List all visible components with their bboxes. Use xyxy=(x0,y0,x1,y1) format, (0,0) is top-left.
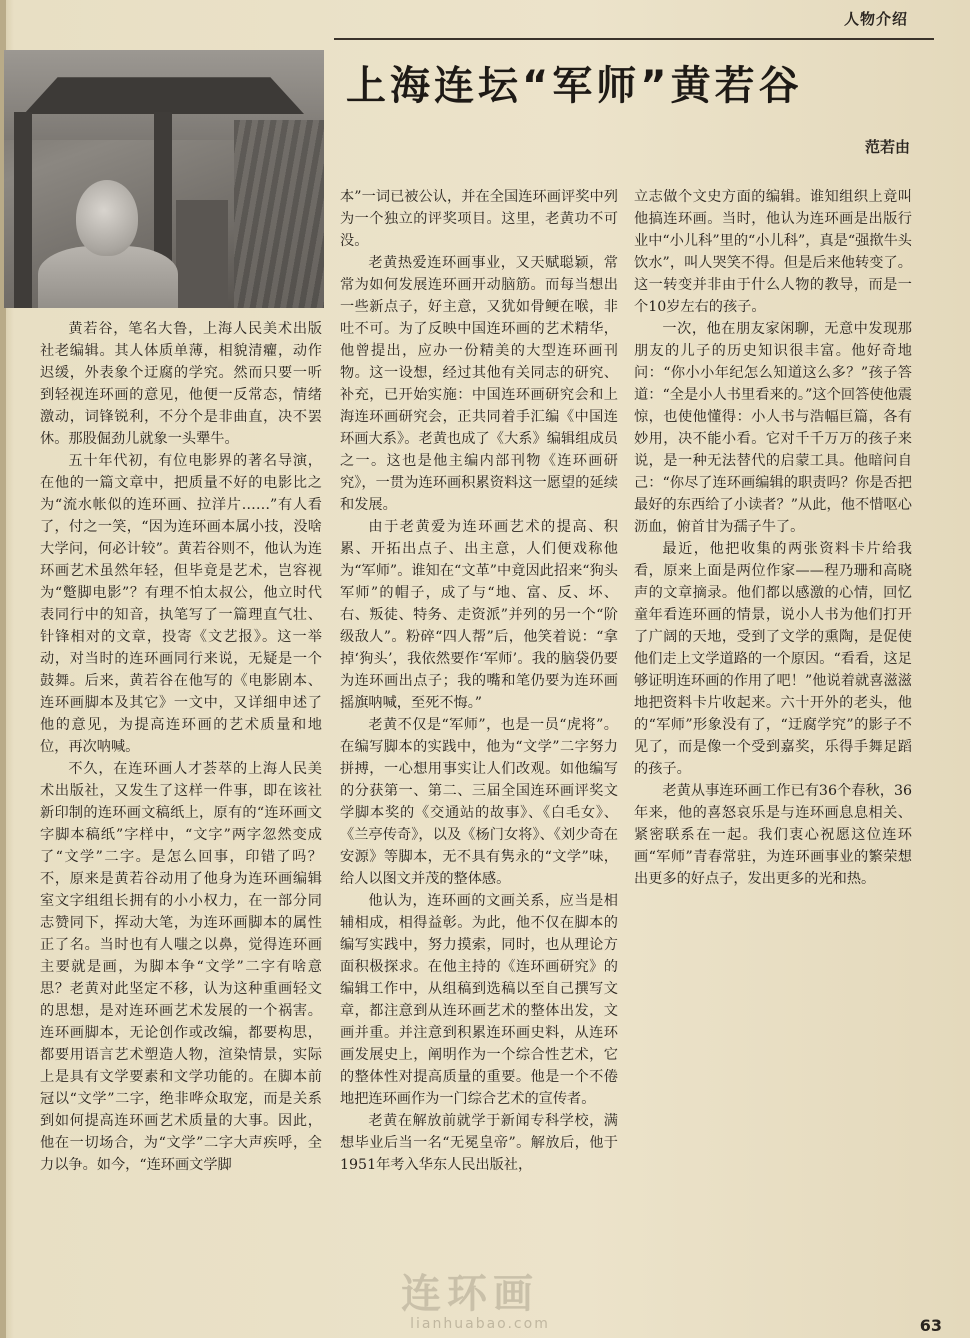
section-label: 人物介绍 xyxy=(843,10,908,28)
paragraph: 由于老黄爱为连环画艺术的提高、积累、开拓出点子、出主意，人们便戏称他为“军师”。谁知在“文革”中竟因此招来“狗头军师”的帽子，成了与“地、富、反、坏、右、叛徒、特务、走资派”并列的另一个“阶级敌人”。粉碎“四人帮”后，他笑着说：“拿掉‘狗头’，我依然要作‘军师’。我的脑袋仍要为连环画出点子；我的嘴和笔仍要为连环画摇旗呐喊，至死不悔。” xyxy=(340,519,618,711)
paragraph: 最近，他把收集的两张资料卡片给我看，原来上面是两位作家——程乃珊和高晓声的文章摘录。他们都以感激的心情，回忆童年看连环画的情景，说小人书为他们打开了广阔的天地，受到了文学的熏陶，是促使他们走上文学道路的一个原因。“看看，这足够证明连环画的作用了吧！”他说着就喜滋滋地把资料卡片收起来。六十开外的老头，他的“军师”形象没有了，“迂腐学究”的影子不见了，而是像一个受到嘉奖，乐得手舞足蹈的孩子。 xyxy=(634,541,912,777)
text-column-2 xyxy=(340,186,618,1176)
header-rule xyxy=(334,38,934,40)
paragraph: 老黄不仅是“军师”，也是一员“虎将”。在编写脚本的实践中，他为“文学”二字努力拼搏，一心想用事实让人们改观。如他编写的分获第一、第二、三届全国连环画评奖文学脚本奖的《交通站的故事》、《白毛女》、《兰亭传奇》，以及《杨门女将》、《刘少奇在安源》等脚本，无不具有隽永的“文学”味，给人以图文并茂的整体感。 xyxy=(340,717,618,887)
paragraph: 一次，他在朋友家闲聊，无意中发现那朋友的儿子的历史知识很丰富。他好奇地问：“你小小年纪怎么知道这么多？”孩子答道：“全是小人书里看来的。”这个回答使他震惊，也使他懂得：小人书与浩幅巨篇，各有妙用，决不能小看。它对千千万万的孩子来说，是一种无法替代的启蒙工具。他暗问自己：“你尽了连环画编辑的职责吗？你是否把最好的东西给了小读者？”从此，他不惜呕心沥血，俯首甘为孺子牛了。 xyxy=(634,321,912,535)
paragraph: 五十年代初，有位电影界的著名导演，在他的一篇文章中，把质量不好的电影比之为“流水帐似的连环画、拉洋片……”有人看了，付之一笑，“因为连环画本属小技，没啥大学问，何必计较”。黄若谷则不，他认为连环画艺术虽然年轻，但毕竟是艺术，岂容视为“蹩脚电影”？有理不怕太叔公，他立时代表同行中的知音，执笔写了一篇理直气壮、针锋相对的文章，投寄《文艺报》。这一举动，对当时的连环画同行来说，无疑是一个鼓舞。后来，黄若谷在他写的《电影剧本、连环画脚本及其它》一文中，又详细申述了他的意见，为提高连环画的艺术质量和地位，再次呐喊。 xyxy=(40,453,322,755)
portrait-photo xyxy=(4,50,324,308)
text-column-3 xyxy=(634,186,912,890)
paragraph: 老黄在解放前就学于新闻专科学校，满想毕业后当一名“无冕皇帝”。解放后，他于1951年考入华东人民出版社， xyxy=(340,1113,618,1173)
paragraph: 他认为，连环画的文画关系，应当是相辅相成，相得益彰。为此，他不仅在脚本的编写实践中，努力摸索，同时，也从理论方面积极探求。在他主持的《连环画研究》的编辑工作中，从组稿到选稿以至自己撰写文章，都注意到从连环画艺术的整体出发，文画并重。并注意到积累连环画史料，从连环画发展史上，阐明作为一个综合性艺术，它的整体性对提高质量的重要。他是一个不倦地把连环画作为一门综合艺术的宣传者。 xyxy=(340,893,618,1107)
paragraph: 老黄从事连环画工作已有36个春秋，36年来，他的喜怒哀乐是与连环画息息相关、紧密联系在一起。我们衷心祝愿这位连环画“军师”青春常驻，为连环画事业的繁荣想出更多的好点子，发出更多的光和热。 xyxy=(634,783,912,887)
author-byline: 范若由 xyxy=(864,138,910,156)
paragraph: 本”一词已被公认，并在全国连环画评奖中列为一个独立的评奖项目。这里，老黄功不可没。 xyxy=(340,189,618,249)
paragraph: 不久，在连环画人才荟萃的上海人民美术出版社，又发生了这样一件事，即在该社新印制的连环画文稿纸上，原有的“连环画文字脚本稿纸”字样中，“文字”两字忽然变成了“文学”二字。是怎么回事，印错了吗？不，原来是黄若谷动用了他身为连环画编辑室文字组组长拥有的小小权力，在一部分同志赞同下，挥动大笔，为连环画脚本的属性正了名。当时也有人嗤之以鼻，觉得连环画主要就是画，为脚本争“文学”二字有啥意思？老黄对此坚定不移，认为这种重画轻文的思想，是对连环画艺术发展的一个祸害。连环画脚本，无论创作或改编，都要构思，都要用语言艺术塑造人物，渲染情景，实际上是具有文学要素和文学功能的。在脚本前冠以“文学”二字，绝非哗众取宠，而是关系到如何提高连环画艺术质量的大事。因此，他在一切场合，为“文学”二字大声疾呼，全力以争。如今，“连环画文学脚 xyxy=(40,761,322,1173)
site-watermark: 连环画 xyxy=(401,1271,539,1317)
calligraphy-board xyxy=(176,200,228,308)
paragraph: 立志做个文史方面的编辑。谁知组织上竟叫他搞连环画。当时，他认为连环画是出版行业中“小儿科”里的“小儿科”，真是“强揿牛头饮水”，叫人哭笑不得。但是后来他转变了。这一转变并非由于什么人物的教导，而是一个10岁左右的孩子。 xyxy=(634,189,912,315)
page-number: 63 xyxy=(919,1316,942,1335)
article-title: 上海连坛“军师”黄若谷 xyxy=(346,63,803,109)
text-column-1 xyxy=(40,318,322,1176)
watermark-url: lianhuabao.com xyxy=(410,1316,550,1332)
paragraph: 黄若谷，笔名大鲁，上海人民美术出版社老编辑。其人体质单薄，相貌清癯，动作迟缓，外表象个迂腐的学究。然而只要一听到轻视连环画的意见，他便一反常态，情绪激动，词锋锐利，不分个是非曲直，决不罢休。那股倔劲儿就象一头犟牛。 xyxy=(40,321,322,447)
paragraph: 老黄热爱连环画事业，又天赋聪颖，常常为如何发展连环画开动脑筋。而每当想出一些新点子，好主意，又犹如骨鲠在喉，非吐不可。为了反映中国连环画的艺术精华，他曾提出，应办一份精美的大型连环画刊物。这一设想，经过其他有关同志的研究、补充，已开始实施：中国连环画研究会和上海连环画研究会，正共同着手汇编《中国连环画大系》。老黄也成了《大系》编辑组成员之一。这也是他主编内部刊物《连环画研究》，一贯为连环画积累资料这一愿望的延续和发展。 xyxy=(340,255,618,513)
person-head xyxy=(76,180,138,256)
background-trees xyxy=(234,120,324,308)
